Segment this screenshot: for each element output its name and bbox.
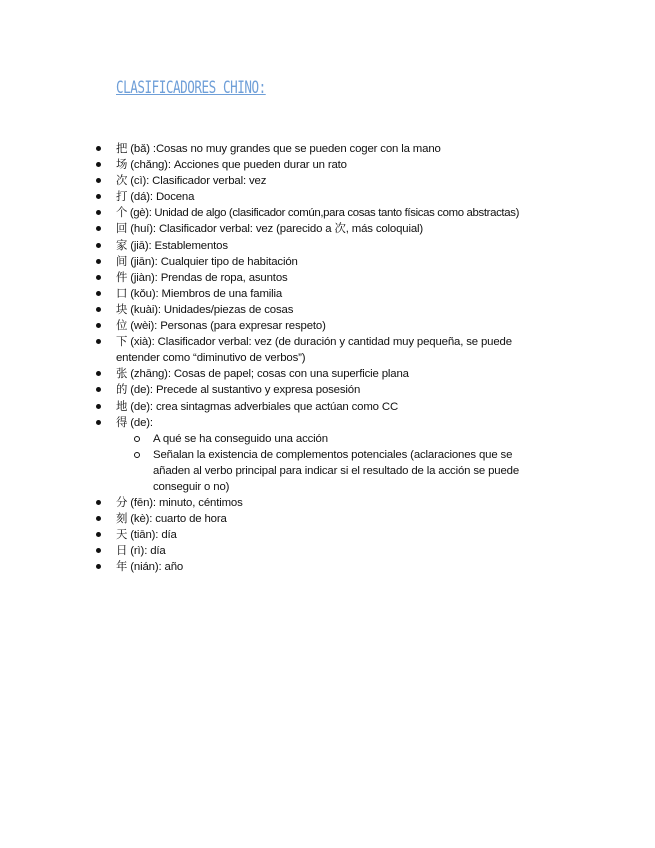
bullet-icon (96, 371, 101, 376)
list-item (0, 270, 655, 286)
list-item (0, 366, 655, 382)
list-item-text: 打 (dá): Docena (116, 191, 195, 204)
list-item-text: 位 (wèi): Personas (para expresar respeto) (116, 320, 326, 333)
document-title: CLASIFICADORES CHINO: (116, 78, 266, 98)
bullet-icon (96, 291, 101, 296)
bullet-icon (96, 420, 101, 425)
bullet-icon (96, 194, 101, 199)
list-item-text: 分 (fēn): minuto, céntimos (116, 497, 243, 510)
bullet-icon (96, 178, 101, 183)
sub-list-item (116, 447, 547, 495)
list-item (0, 254, 655, 270)
list-item-text: 间 (jiān): Cualquier tipo de habitación (116, 255, 298, 268)
list-item-text: 张 (zhāng): Cosas de papel; cosas con una superficie plana (116, 368, 409, 381)
list-item-text: 刻 (kè): cuarto de hora (116, 513, 227, 526)
list-item (0, 511, 655, 527)
list-item-text: 回 (huí): Clasificador verbal: vez (parecido a 次, más coloquial) (116, 223, 424, 236)
bullet-icon (96, 210, 101, 215)
bullet-icon (96, 548, 101, 553)
sub-list-item-text: Señalan la existencia de complementos potenciales (aclaraciones que se añaden al verbo principal para indicar si el resultado de la acción se puede conseguir o no) (153, 448, 519, 493)
bullet-icon (96, 500, 101, 505)
sub-list-item (116, 431, 547, 447)
list-item (0, 302, 655, 318)
list-item-text: 次 (cì): Clasificador verbal: vez (116, 175, 267, 188)
list-item-text: 得 (de): (116, 416, 153, 429)
bullet-icon (96, 162, 101, 167)
list-item-text: 件 (jiàn): Prendas de ropa, asuntos (116, 271, 288, 284)
list-item-text: 家 (jiā): Establementos (116, 239, 228, 252)
de-sublist (116, 431, 547, 495)
sub-list-item-text: A qué se ha conseguido una acción (153, 432, 328, 445)
classifier-list (0, 141, 655, 576)
list-item-text: 口 (kǒu): Miembros de una familia (116, 287, 283, 300)
hollow-bullet-icon (134, 436, 140, 442)
list-item-text: 下 (xià): Clasificador verbal: vez (de duración y cantidad muy pequeña, se puede entender como “diminutivo de verbos”) (116, 336, 512, 365)
list-item (0, 382, 655, 398)
list-item (0, 559, 655, 575)
list-item-text: 个 (gè): Unidad de algo (clasificador común,para cosas tanto físicas como abstractas) (116, 207, 520, 220)
bullet-icon (96, 516, 101, 521)
bullet-icon (96, 275, 101, 280)
list-item-text: 天 (tiān): día (116, 529, 177, 542)
list-item (0, 173, 655, 189)
bullet-icon (96, 532, 101, 537)
bullet-icon (96, 387, 101, 392)
list-item (0, 205, 655, 221)
list-item-text: 年 (nián): año (116, 561, 184, 574)
bullet-icon (96, 323, 101, 328)
list-item-text: 把 (bǎ) :Cosas no muy grandes que se pueden coger con la mano (116, 143, 441, 155)
list-item-text: 场 (chǎng): Acciones que pueden durar un rato (116, 159, 347, 172)
bullet-icon (96, 243, 101, 248)
bullet-icon (96, 226, 101, 231)
bullet-icon (96, 404, 101, 409)
bullet-icon (96, 339, 101, 344)
list-item (0, 334, 655, 366)
list-item-text: 日 (rì): día (116, 545, 166, 558)
list-item (0, 415, 655, 495)
list-item (0, 189, 655, 205)
list-item (0, 543, 655, 559)
hollow-bullet-icon (134, 452, 140, 458)
list-item (0, 495, 655, 511)
bullet-icon (96, 259, 101, 264)
list-item (0, 527, 655, 543)
bullet-icon (96, 564, 101, 569)
bullet-icon (96, 307, 101, 312)
list-item (0, 286, 655, 302)
list-item (0, 318, 655, 334)
list-item (0, 238, 655, 254)
list-item-text: 块 (kuài): Unidades/piezas de cosas (116, 303, 294, 316)
list-item (0, 221, 655, 237)
list-item-text: 的 (de): Precede al sustantivo y expresa posesión (116, 384, 361, 397)
list-item-text: 地 (de): crea sintagmas adverbiales que actúan como CC (116, 400, 399, 413)
list-item (0, 157, 655, 173)
bullet-icon (96, 146, 101, 151)
list-item (0, 141, 655, 157)
list-item (0, 399, 655, 415)
